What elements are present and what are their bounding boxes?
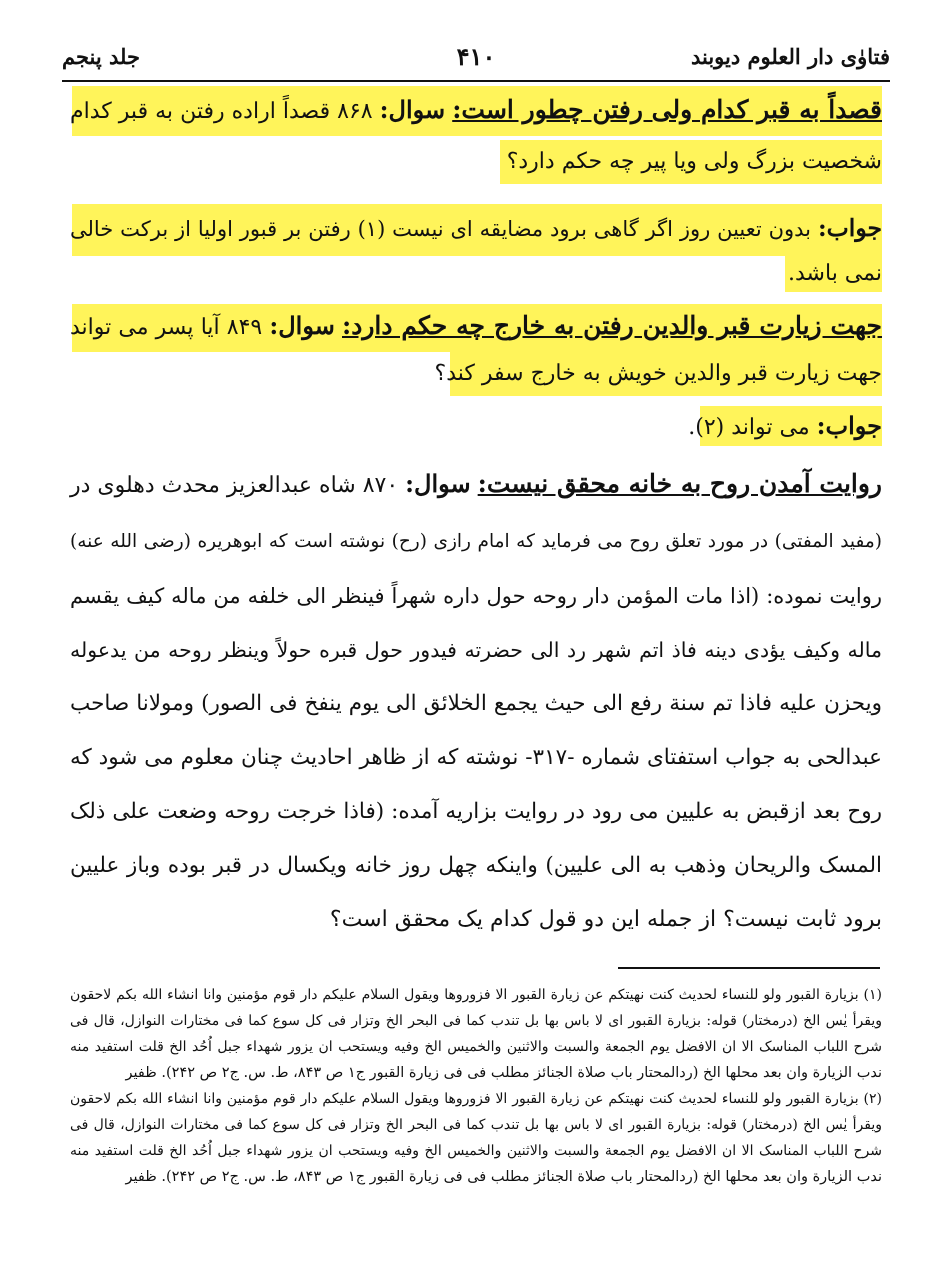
footnote-line: (۱) بزیارة القبور ولو للنساء لحدیث کنت نهیتکم عن زیارة القبور الا فزوروها ویقول السلام علیکم دار قوم مؤمنین وانا انشاء الله بکم لاحقون bbox=[70, 987, 882, 1003]
q3-line7: روح بعد ازقبض به علیین می رود در روایت بزاریه آمده: (فاذا خرجت روحه وضعت علی ذلک bbox=[70, 799, 882, 824]
q1-title: قصداً به قبر کدام ولی رفتن چطور است: bbox=[452, 95, 882, 124]
book-title: فتاوٰی دار العلوم دیوبند bbox=[690, 44, 890, 69]
q1-line1 bbox=[70, 90, 882, 132]
q1-answer-line2: نمی باشد. bbox=[788, 261, 882, 286]
footnote-line: ندب الزیارة وان بعد محلها الخ (ردالمحتار باب صلاة الجنائز مطلب فی فی زیارة القبور ج۱ ص ۸۴۳، ط. س. ج۲ ص ۲۴۲). ظفیر bbox=[125, 1065, 882, 1081]
footnote-line: (۲) بزیارة القبور ولو للنساء لحدیث کنت نهیتکم عن زیارة القبور الا فزوروها ویقول السلام علیکم دار قوم مؤمنین وانا انشاء الله بکم لاحقون bbox=[70, 1091, 882, 1107]
q3-line6: عبدالحی به جواب استفتای شماره -۳۱۷- نوشته که از ظاهر احادیث چنان معلوم می شود که bbox=[70, 745, 882, 770]
q1-answer-line1 bbox=[70, 208, 882, 250]
q3-line3: روایت نموده: (اذا مات المؤمن دار روحه حول داره شهراً فینظر الی خلفه من ماله کیف یقسم bbox=[70, 584, 882, 608]
footnote-line: ویقرأ یٰس الخ (درمختار) قوله: بزیارة القبور ای لا باس بها بل تندب کما فی البحر الخ وتزار فی کل سوع کما فی مختارات النوازل، قال فی bbox=[70, 1013, 882, 1029]
footnote-line: شرح اللباب المناسک الا ان الافضل یوم الجمعة والسبت والاثنین والخمیس الخ وفیه ویستحب ان یزور شهداء جبل اُحُد الخ قلت استفید منه bbox=[70, 1143, 882, 1159]
page-number: ۴۱۰ bbox=[456, 42, 496, 71]
q3-line4: ماله وکیف یؤدی دینه فاذ اتم شهر رد الی حضرته فیدور حول قبره حولاً وینظر روحه من یدعوله bbox=[70, 638, 882, 662]
footnote-line: ویقرأ یٰس الخ (درمختار) قوله: بزیارة القبور ای لا باس بها بل تندب کما فی البحر الخ وتزار فی کل سوع کما فی مختارات النوازل، قال فی bbox=[70, 1117, 882, 1133]
q3-line9: برود ثابت نیست؟ از جمله این دو قول کدام یک محقق است؟ bbox=[329, 907, 882, 932]
q1-question-label: سوال: bbox=[379, 95, 446, 124]
q3-line8: المسک والریحان وذهب به الی علیین) واینکه چهل روز خانه ویکسال در قبر بوده وباز علیین bbox=[70, 853, 882, 878]
q2-answer-text: می تواند (۲). bbox=[688, 415, 810, 440]
q2-question-label: سوال: bbox=[269, 311, 335, 340]
q2-title: جهت زیارت قبر والدین رفتن به خارج چه حکم دارد: bbox=[342, 311, 882, 340]
q2-text-line1: ۸۴۹ آیا پسر می تواند bbox=[70, 315, 263, 340]
q3-text-line1: ۸۷۰ شاه عبدالعزیز محدث دهلوی در bbox=[70, 473, 399, 498]
q2-answer bbox=[70, 406, 882, 448]
q3-line1 bbox=[70, 464, 882, 506]
q1-answer-label: جواب: bbox=[818, 214, 882, 242]
footnote-line: ندب الزیارة وان بعد محلها الخ (ردالمحتار باب صلاة الجنائز مطلب فی فی زیارة القبور ج۱ ص ۸۴۳، ط. س. ج۲ ص ۲۴۲). ظفیر bbox=[125, 1169, 882, 1185]
header-rule bbox=[62, 80, 890, 82]
q1-text-line1: ۸۶۸ قصداً اراده رفتن به قبر کدام bbox=[70, 99, 373, 124]
volume-label: جلد پنجم bbox=[62, 44, 140, 69]
q1-answer-text1: بدون تعیین روز اگر گاهی برود مضایقه ای نیست (۱) رفتن بر قبور اولیا از برکت خالی bbox=[70, 217, 811, 241]
q1-line2: شخصیت بزرگ ولی ویا پیر چه حکم دارد؟ bbox=[506, 149, 882, 174]
q3-question-label: سوال: bbox=[405, 469, 471, 498]
q3-line2: (مفید المفتی) در مورد تعلق روح می فرماید که امام رازی (رح) نوشته است که ابوهریره (رضی الله عنه) bbox=[70, 531, 882, 552]
footnote-line: شرح اللباب المناسک الا ان الافضل یوم الجمعة والسبت والاثنین والخمیس الخ وفیه ویستحب ان یزور شهداء جبل اُحُد الخ قلت استفید منه bbox=[70, 1039, 882, 1055]
q2-line2: جهت زیارت قبر والدین خویش به خارج سفر کند؟ bbox=[434, 361, 882, 386]
footnote-rule bbox=[618, 967, 880, 969]
q3-title: روایت آمدن روح به خانه محقق نیست: bbox=[477, 469, 882, 498]
q2-answer-label: جواب: bbox=[816, 411, 882, 440]
q2-line1 bbox=[70, 306, 882, 348]
page-header bbox=[62, 40, 890, 80]
q3-line5: ویحزن علیه فاذا تم سنة رفع الی حیث یجمع الخلائق الی یوم ینفخ فی الصور) ومولانا صاحب bbox=[70, 691, 882, 716]
